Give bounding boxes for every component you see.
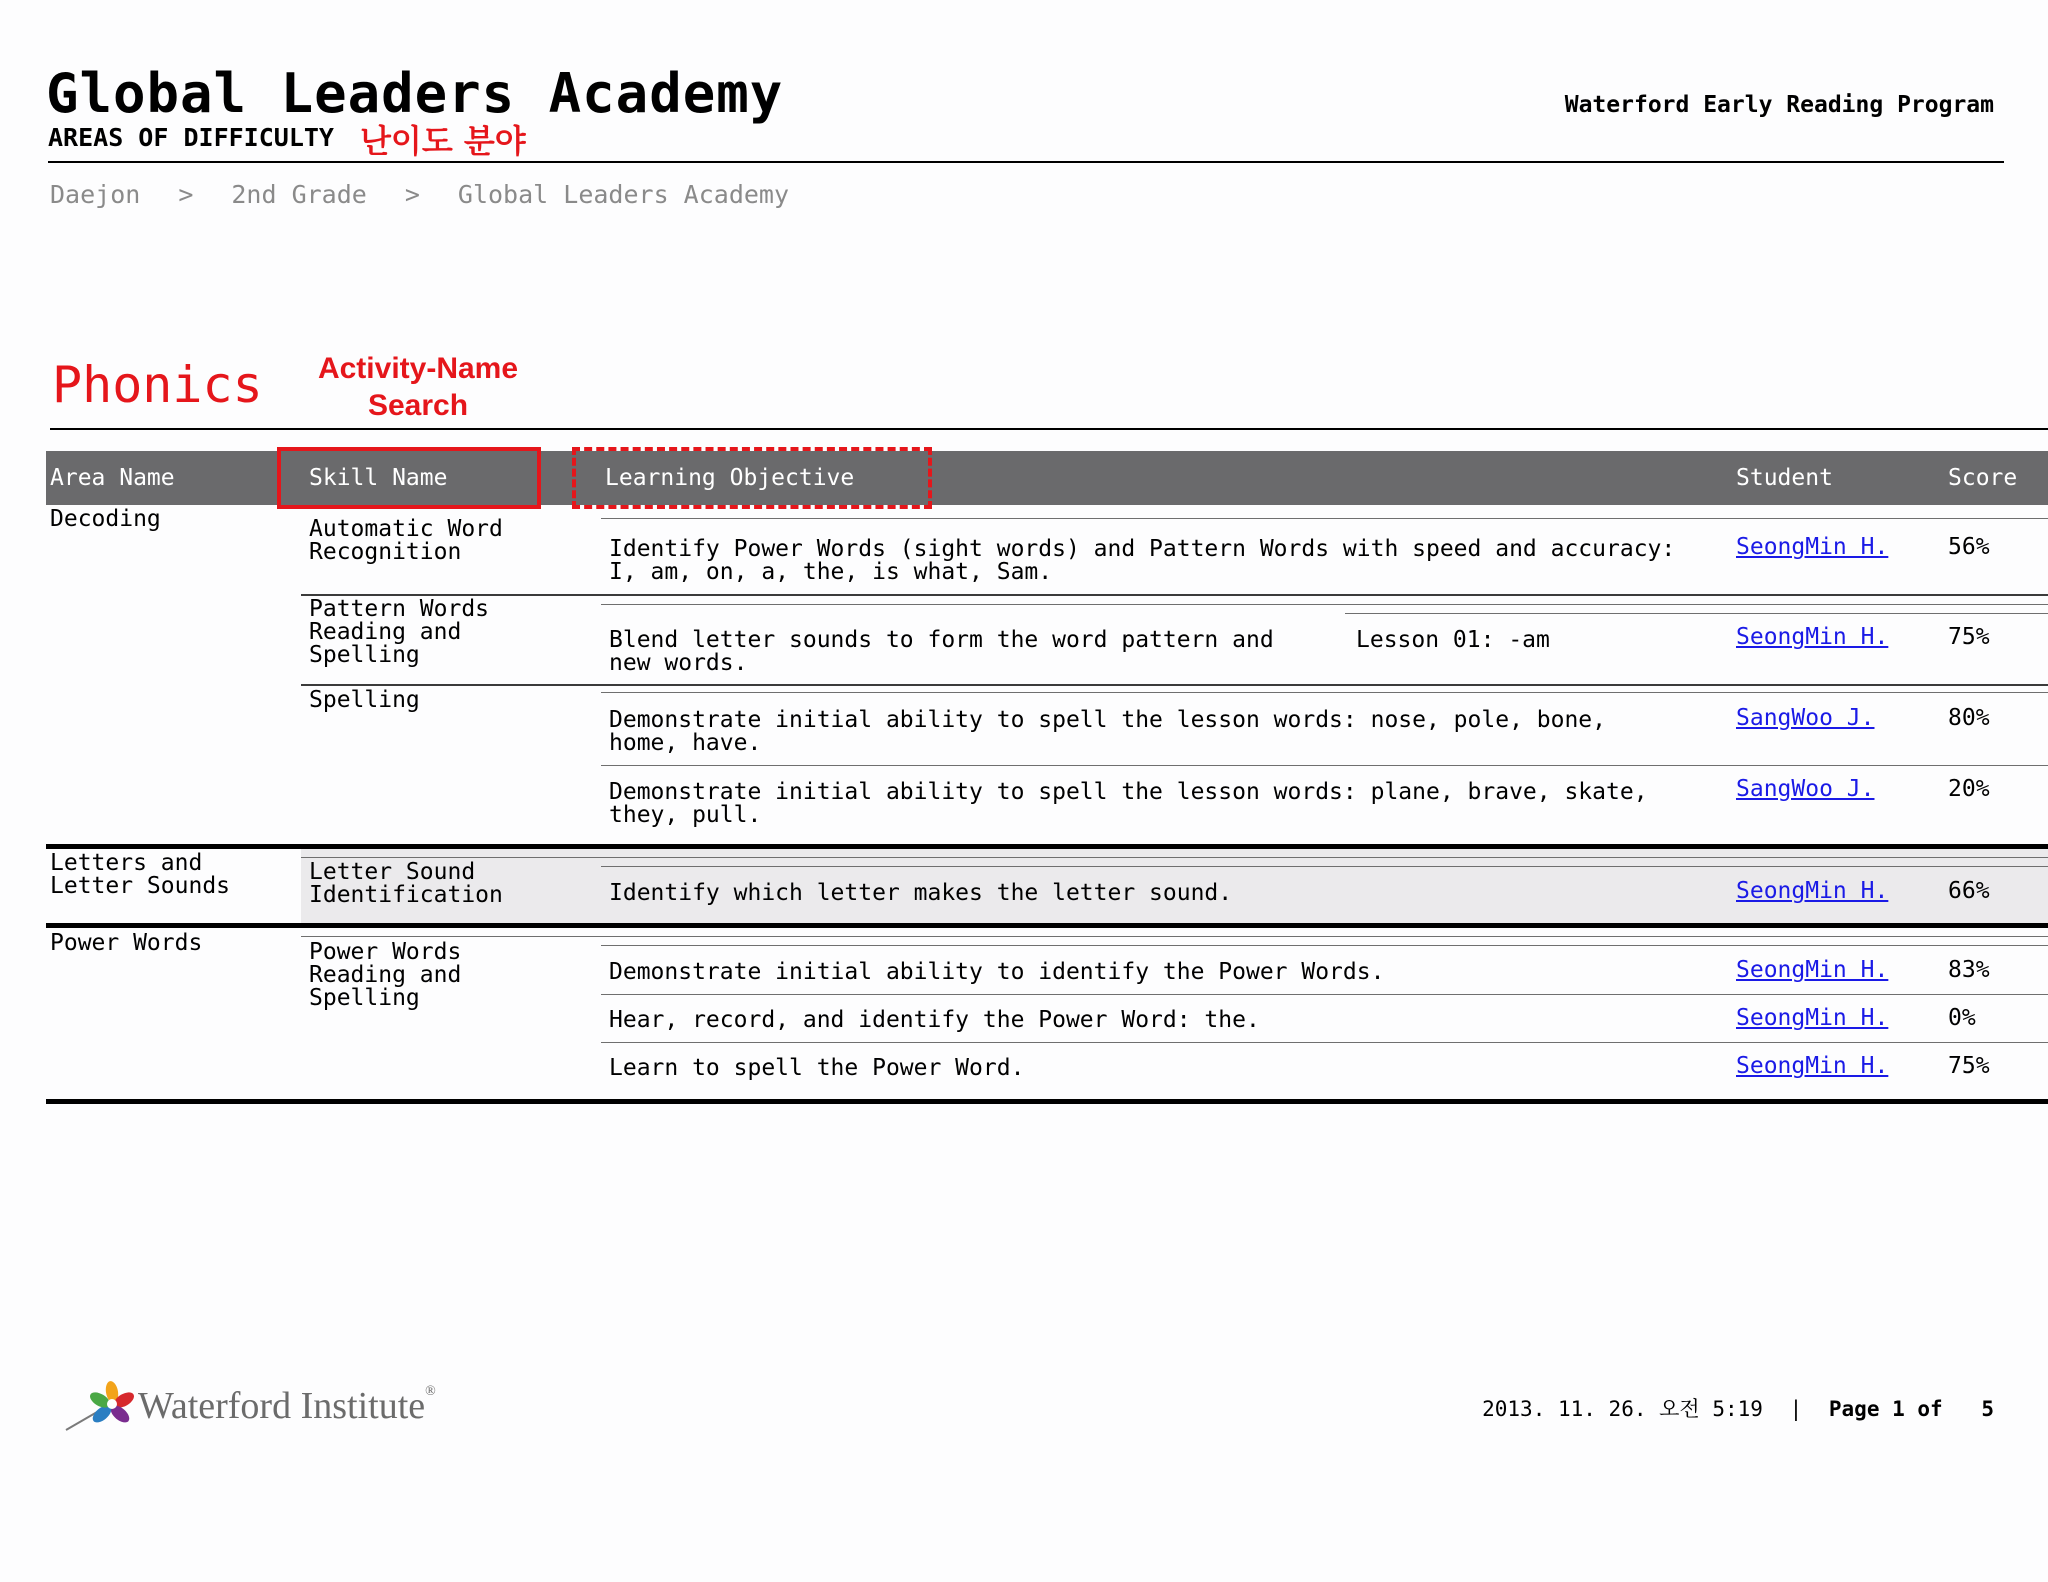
breadcrumb-item-region[interactable]: Daejon (50, 180, 141, 209)
waterford-logo (60, 1378, 480, 1438)
report-datetime: 2013. 11. 26. 오전 5:19 (1482, 1397, 1763, 1421)
score-value: 80% (1948, 705, 1990, 731)
page-footer (1482, 1393, 1994, 1423)
row-divider (601, 518, 2048, 519)
report-title-korean: 난이도 분야 (360, 122, 526, 160)
learning-objective: Identify which letter makes the letter sound. (609, 880, 1233, 906)
learning-objective: Blend letter sounds to form the word pattern and new words. (609, 627, 1274, 676)
student-link[interactable]: SeongMin H. (1736, 534, 1889, 560)
skill-name: Pattern Words Reading and Spelling (309, 596, 490, 668)
score-value: 66% (1948, 878, 1990, 904)
breadcrumb-item-grade[interactable]: 2nd Grade (231, 180, 367, 209)
area-name: Decoding (50, 506, 161, 532)
student-link[interactable]: SangWoo J. (1736, 776, 1875, 802)
area-name: Power Words (50, 930, 203, 956)
learning-objective: Demonstrate initial ability to identify the Power Words. (609, 959, 1385, 985)
area-name: Letters and Letter Sounds (50, 850, 231, 899)
row-divider (301, 936, 2048, 937)
area-divider (46, 923, 2048, 928)
row-divider (601, 994, 2048, 995)
breadcrumb (50, 180, 789, 209)
breadcrumb-item-school[interactable]: Global Leaders Academy (457, 180, 790, 209)
student-link[interactable]: SeongMin H. (1736, 624, 1889, 650)
learning-objective: Demonstrate initial ability to spell the lesson words: plane, brave, skate, they, pull. (609, 779, 1648, 828)
row-divider (1345, 613, 2048, 614)
student-link[interactable]: SangWoo J. (1736, 705, 1875, 731)
learning-objective: Learn to spell the Power Word. (609, 1055, 1025, 1081)
skill-name: Power Words Reading and Spelling (309, 939, 462, 1011)
score-value: 83% (1948, 957, 1990, 983)
row-divider (601, 1042, 2048, 1043)
row-divider (601, 692, 2048, 693)
section-title: Phonics (52, 356, 263, 414)
learning-objective: Identify Power Words (sight words) and Pattern Words with speed and accuracy: I, am, on, a, the, is what, Sam. (609, 536, 1676, 585)
footer-separator: | (1789, 1397, 1803, 1421)
student-link[interactable]: SeongMin H. (1736, 957, 1889, 983)
header-divider (48, 161, 2004, 163)
column-header-skill[interactable]: Skill Name (309, 465, 448, 491)
skill-name: Automatic Word Recognition (309, 516, 503, 565)
score-value: 0% (1948, 1005, 1976, 1031)
school-name: Global Leaders Academy (46, 62, 784, 125)
score-value: 75% (1948, 1053, 1990, 1079)
score-value: 75% (1948, 624, 1990, 650)
table-bottom-rule (46, 1099, 2048, 1104)
skill-name: Letter Sound Identification (309, 859, 503, 908)
page-label: Page 1 of (1828, 1397, 1943, 1421)
breadcrumb-separator: > (178, 180, 194, 209)
skill-name-highlight-box (277, 447, 541, 509)
learning-objective-highlight-box (572, 447, 932, 509)
flower-logo-icon (60, 1378, 138, 1438)
row-divider (601, 765, 2048, 766)
skill-divider (301, 684, 2048, 686)
learning-objective: Demonstrate initial ability to spell the lesson words: nose, pole, bone, home, have. (609, 707, 1606, 756)
column-header-student[interactable]: Student (1736, 465, 1833, 491)
student-link[interactable]: SeongMin H. (1736, 1053, 1889, 1079)
breadcrumb-separator: > (404, 180, 420, 209)
score-value: 56% (1948, 534, 1990, 560)
row-divider (301, 857, 2048, 858)
column-header-objective[interactable]: Learning Objective (605, 465, 855, 491)
annotation-label: Activity-Name Search (317, 352, 519, 422)
page-total: 5 (1981, 1397, 1994, 1421)
program-name: Waterford Early Reading Program (1564, 92, 1994, 118)
score-value: 20% (1948, 776, 1990, 802)
logo-wordmark: Waterford Institute® (138, 1384, 436, 1427)
row-divider (601, 866, 2048, 867)
learning-objective: Hear, record, and identify the Power Word: the. (609, 1007, 1260, 1033)
section-divider (50, 428, 2048, 430)
student-link[interactable]: SeongMin H. (1736, 1005, 1889, 1031)
column-header-area[interactable]: Area Name (50, 465, 175, 491)
skill-name: Spelling (309, 687, 420, 713)
lesson-label: Lesson 01: -am (1356, 627, 1550, 653)
column-header-score[interactable]: Score (1948, 465, 2018, 491)
skill-divider (301, 594, 2048, 596)
row-divider (601, 604, 2048, 605)
report-title: AREAS OF DIFFICULTY (48, 123, 334, 152)
student-link[interactable]: SeongMin H. (1736, 878, 1889, 904)
row-divider (601, 945, 2048, 946)
